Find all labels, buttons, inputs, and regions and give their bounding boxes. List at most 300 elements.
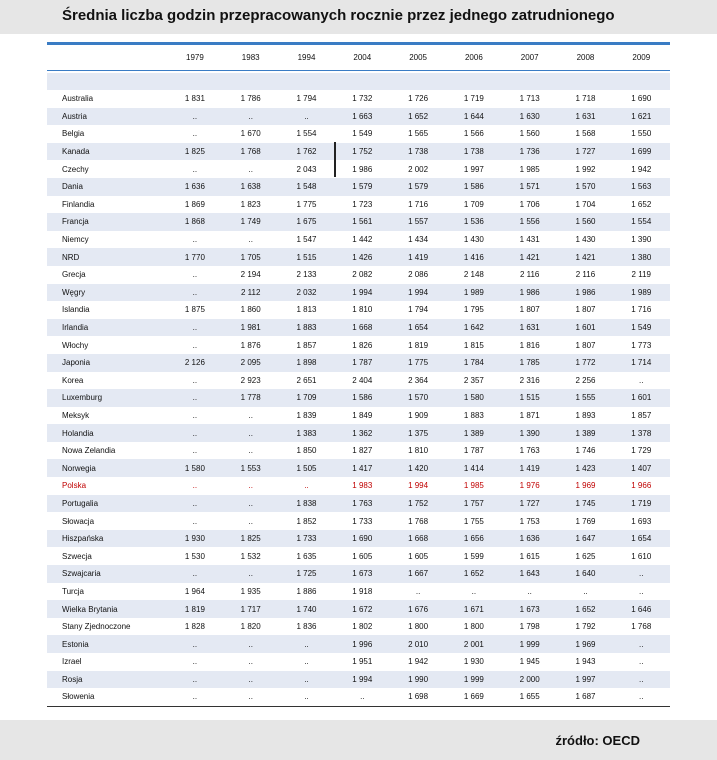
- value-cell: 1 810: [352, 305, 373, 315]
- value-cell: 1 831: [184, 94, 205, 104]
- value-cell: 1 752: [352, 147, 373, 157]
- value-cell: 1 563: [631, 182, 652, 192]
- title-bar: [0, 0, 717, 34]
- value-cell: 1 586: [463, 182, 484, 192]
- value-cell: 1 621: [631, 111, 652, 121]
- value-cell: 1 800: [408, 622, 429, 632]
- value-cell: 1 985: [519, 164, 540, 174]
- table-row: [47, 160, 670, 178]
- value-cell: 1 763: [519, 446, 540, 456]
- value-cell: 1 992: [575, 164, 596, 174]
- value-cell: 1 723: [352, 199, 373, 209]
- value-cell: 1 568: [575, 129, 596, 139]
- value-cell: 1 746: [575, 446, 596, 456]
- table-row: [47, 108, 670, 126]
- value-cell: 1 561: [352, 217, 373, 227]
- value-cell: 1 515: [296, 252, 317, 262]
- value-cell: 1 671: [463, 604, 484, 614]
- value-cell: ..: [192, 393, 198, 403]
- column-header-2006: 2006: [464, 53, 483, 62]
- column-header-2007: 2007: [520, 53, 539, 62]
- value-cell: ..: [248, 164, 253, 174]
- value-cell: 1 442: [352, 235, 373, 245]
- vertical-marker: [334, 142, 336, 177]
- country-name: Kanada: [62, 147, 90, 157]
- table-row: [47, 583, 670, 601]
- table-row: [47, 688, 670, 706]
- page-title: Średnia liczba godzin przepracowanych rocznie przez jednego zatrudnionego: [62, 7, 615, 24]
- value-cell: ..: [248, 446, 253, 456]
- value-cell: ..: [248, 481, 253, 491]
- value-cell: ..: [471, 586, 477, 596]
- value-cell: 1 752: [408, 498, 429, 508]
- value-cell: 1 986: [519, 287, 540, 297]
- country-name: Belgia: [62, 129, 85, 139]
- value-cell: ..: [415, 586, 421, 596]
- value-cell: 1 601: [631, 393, 652, 403]
- value-cell: 1 647: [575, 534, 596, 544]
- value-cell: 1 599: [463, 551, 484, 561]
- value-cell: ..: [248, 692, 253, 702]
- value-cell: ..: [192, 410, 198, 420]
- value-cell: 1 807: [519, 305, 540, 315]
- value-cell: 1 548: [296, 182, 317, 192]
- value-cell: 1 942: [631, 164, 652, 174]
- value-cell: 2 000: [519, 674, 540, 684]
- value-cell: 1 875: [184, 305, 205, 315]
- value-cell: 1 802: [352, 622, 373, 632]
- value-cell: 1 787: [352, 358, 373, 368]
- value-cell: 1 652: [631, 199, 652, 209]
- value-cell: 1 601: [575, 323, 596, 333]
- value-cell: 1 557: [408, 217, 429, 227]
- column-header-1994: 1994: [297, 53, 316, 62]
- value-cell: 1 990: [408, 674, 429, 684]
- value-cell: 1 994: [408, 481, 429, 491]
- value-cell: ..: [639, 674, 644, 684]
- value-cell: 1 763: [352, 498, 373, 508]
- value-cell: 1 426: [352, 252, 373, 262]
- value-cell: ..: [192, 692, 198, 702]
- value-cell: 1 419: [408, 252, 429, 262]
- value-cell: ..: [304, 481, 309, 491]
- value-cell: 1 942: [408, 657, 429, 667]
- value-cell: 1 930: [184, 534, 205, 544]
- value-cell: 1 981: [240, 323, 261, 333]
- country-name: Japonia: [62, 358, 91, 368]
- value-cell: 1 668: [352, 323, 373, 333]
- value-cell: 1 630: [519, 111, 540, 121]
- value-cell: 1 560: [519, 129, 540, 139]
- value-cell: 1 636: [184, 182, 205, 192]
- value-cell: 1 643: [519, 569, 540, 579]
- value-cell: 1 725: [296, 569, 317, 579]
- country-name: Włochy: [62, 340, 89, 350]
- value-cell: ..: [248, 516, 253, 526]
- value-cell: ..: [248, 674, 253, 684]
- value-cell: 1 380: [631, 252, 652, 262]
- value-cell: 1 615: [519, 551, 540, 561]
- value-cell: ..: [248, 428, 253, 438]
- country-name: NRD: [62, 252, 80, 262]
- value-cell: 2 116: [519, 270, 540, 280]
- value-cell: 1 986: [352, 164, 373, 174]
- value-cell: ..: [248, 657, 253, 667]
- value-cell: 1 727: [519, 498, 540, 508]
- value-cell: ..: [192, 657, 198, 667]
- value-cell: 1 935: [240, 586, 261, 596]
- value-cell: 1 857: [631, 410, 652, 420]
- value-cell: 1 827: [352, 446, 373, 456]
- country-name: Norwegia: [62, 463, 96, 473]
- column-header-2004: 2004: [353, 53, 372, 62]
- table-row: [47, 512, 670, 530]
- table-row: [47, 178, 670, 196]
- value-cell: 1 705: [240, 252, 261, 262]
- country-name: Holandia: [62, 428, 94, 438]
- table-row: [47, 319, 670, 337]
- value-cell: 1 976: [519, 481, 540, 491]
- value-cell: 1 823: [240, 199, 261, 209]
- value-cell: 1 640: [575, 569, 596, 579]
- table-row: [47, 618, 670, 636]
- table-row: [47, 336, 670, 354]
- value-cell: 1 654: [631, 534, 652, 544]
- value-cell: 1 515: [519, 393, 540, 403]
- table-row: [47, 354, 670, 372]
- value-cell: 1 652: [408, 111, 429, 121]
- value-cell: 2 086: [408, 270, 429, 280]
- value-cell: ..: [639, 586, 644, 596]
- value-cell: 1 757: [463, 498, 484, 508]
- value-cell: 1 631: [575, 111, 596, 121]
- value-cell: 1 636: [519, 534, 540, 544]
- value-cell: 1 813: [296, 305, 317, 315]
- value-cell: ..: [639, 692, 644, 702]
- value-cell: 1 918: [352, 586, 373, 596]
- value-cell: 1 860: [240, 305, 261, 315]
- value-cell: 1 667: [408, 569, 429, 579]
- value-cell: 2 133: [296, 270, 317, 280]
- value-cell: 1 676: [408, 604, 429, 614]
- value-cell: 1 673: [352, 569, 373, 579]
- value-cell: ..: [192, 674, 198, 684]
- value-cell: 1 644: [463, 111, 484, 121]
- value-cell: 1 642: [463, 323, 484, 333]
- value-cell: 1 698: [408, 692, 429, 702]
- value-cell: 1 994: [408, 287, 429, 297]
- value-cell: 1 999: [463, 674, 484, 684]
- value-cell: 1 699: [631, 147, 652, 157]
- value-cell: ..: [527, 586, 532, 596]
- table-row: [47, 143, 670, 161]
- value-cell: 2 002: [408, 164, 429, 174]
- value-cell: 1 886: [296, 586, 317, 596]
- value-cell: ..: [304, 657, 309, 667]
- value-cell: 1 719: [463, 94, 484, 104]
- value-cell: 1 838: [296, 498, 317, 508]
- country-name: Niemcy: [62, 235, 89, 245]
- value-cell: 1 390: [631, 235, 652, 245]
- value-cell: 1 635: [296, 551, 317, 561]
- value-cell: 1 768: [408, 516, 429, 526]
- value-cell: ..: [248, 410, 253, 420]
- table-row: [47, 372, 670, 390]
- value-cell: 1 772: [575, 358, 596, 368]
- country-name: Finlandia: [62, 199, 95, 209]
- table-row: [47, 635, 670, 653]
- value-cell: 1 733: [352, 516, 373, 526]
- value-cell: 1 770: [184, 252, 205, 262]
- country-name: Izrael: [62, 657, 82, 667]
- value-cell: 2 316: [519, 375, 540, 385]
- value-cell: 1 826: [352, 340, 373, 350]
- value-cell: 1 807: [575, 305, 596, 315]
- value-cell: 1 969: [575, 481, 596, 491]
- value-cell: 1 706: [519, 199, 540, 209]
- value-cell: 1 566: [463, 129, 484, 139]
- value-cell: 1 997: [575, 674, 596, 684]
- value-cell: 1 434: [408, 235, 429, 245]
- value-cell: ..: [304, 111, 309, 121]
- value-cell: ..: [192, 639, 198, 649]
- country-name: Wielka Brytania: [62, 604, 118, 614]
- value-cell: 1 389: [575, 428, 596, 438]
- table-row: [47, 231, 670, 249]
- country-name: Hiszpańska: [62, 534, 104, 544]
- value-cell: 1 729: [631, 446, 652, 456]
- value-cell: 1 570: [575, 182, 596, 192]
- value-cell: 1 675: [296, 217, 317, 227]
- value-cell: 1 709: [463, 199, 484, 209]
- value-cell: 2 357: [463, 375, 484, 385]
- value-cell: 1 669: [463, 692, 484, 702]
- value-cell: 2 256: [575, 375, 596, 385]
- value-cell: ..: [360, 692, 365, 702]
- value-cell: 1 586: [352, 393, 373, 403]
- value-cell: 1 532: [240, 551, 261, 561]
- value-cell: 1 930: [463, 657, 484, 667]
- value-cell: 1 605: [408, 551, 429, 561]
- value-cell: 1 943: [575, 657, 596, 667]
- value-cell: 1 815: [463, 340, 484, 350]
- country-name: Austria: [62, 111, 87, 121]
- value-cell: ..: [639, 639, 644, 649]
- value-cell: ..: [639, 657, 644, 667]
- table-row: [47, 547, 670, 565]
- value-cell: 1 652: [463, 569, 484, 579]
- value-cell: 1 850: [296, 446, 317, 456]
- value-cell: 1 663: [352, 111, 373, 121]
- value-cell: 1 530: [184, 551, 205, 561]
- value-cell: ..: [248, 639, 253, 649]
- value-cell: ..: [248, 498, 253, 508]
- country-name: Luxemburg: [62, 393, 103, 403]
- value-cell: 1 966: [631, 481, 652, 491]
- value-cell: 2 651: [296, 375, 317, 385]
- table-row: [47, 565, 670, 583]
- value-cell: 1 430: [463, 235, 484, 245]
- table-row: [47, 196, 670, 214]
- table-row: [47, 600, 670, 618]
- value-cell: 1 825: [184, 147, 205, 157]
- value-cell: 2 119: [631, 270, 651, 280]
- value-cell: 1 652: [575, 604, 596, 614]
- country-name: Francja: [62, 217, 89, 227]
- value-cell: ..: [248, 569, 253, 579]
- country-name: Słowenia: [62, 692, 95, 702]
- column-header-1983: 1983: [241, 53, 260, 62]
- table-row: [47, 284, 670, 302]
- column-header-2008: 2008: [576, 53, 595, 62]
- country-name: Islandia: [62, 305, 90, 315]
- value-cell: 1 670: [240, 129, 261, 139]
- value-cell: ..: [248, 111, 253, 121]
- value-cell: 1 687: [575, 692, 596, 702]
- value-cell: ..: [192, 340, 198, 350]
- value-cell: 1 733: [296, 534, 317, 544]
- value-cell: 1 898: [296, 358, 317, 368]
- value-cell: 2 032: [296, 287, 317, 297]
- value-cell: ..: [248, 235, 253, 245]
- value-cell: 1 378: [631, 428, 652, 438]
- value-cell: 2 082: [352, 270, 373, 280]
- value-cell: ..: [583, 586, 588, 596]
- table-row: [47, 90, 670, 108]
- value-cell: 1 738: [463, 147, 484, 157]
- value-cell: 1 792: [575, 622, 596, 632]
- value-cell: 1 871: [519, 410, 540, 420]
- value-cell: 1 983: [352, 481, 373, 491]
- value-cell: ..: [639, 375, 644, 385]
- table-row: [47, 477, 670, 495]
- value-cell: ..: [639, 569, 644, 579]
- value-cell: 2 116: [575, 270, 596, 280]
- value-cell: 1 536: [463, 217, 484, 227]
- value-cell: 1 727: [575, 147, 596, 157]
- value-cell: 2 126: [184, 358, 205, 368]
- value-cell: 1 420: [408, 463, 429, 473]
- value-cell: 1 740: [296, 604, 317, 614]
- country-name: Estonia: [62, 639, 89, 649]
- value-cell: 1 989: [631, 287, 652, 297]
- value-cell: 1 785: [519, 358, 540, 368]
- value-cell: 1 690: [352, 534, 373, 544]
- value-cell: 1 794: [296, 94, 317, 104]
- value-cell: 1 775: [296, 199, 317, 209]
- value-cell: 1 716: [408, 199, 429, 209]
- value-cell: 1 996: [352, 639, 373, 649]
- value-cell: 1 579: [408, 182, 429, 192]
- value-cell: 1 883: [463, 410, 484, 420]
- value-cell: 1 778: [240, 393, 261, 403]
- value-cell: 1 709: [296, 393, 317, 403]
- country-name: Rosja: [62, 674, 83, 684]
- value-cell: 1 769: [575, 516, 596, 526]
- value-cell: ..: [304, 692, 309, 702]
- value-cell: 1 554: [296, 129, 317, 139]
- table-row: [47, 301, 670, 319]
- value-cell: 2 112: [240, 287, 261, 297]
- value-cell: 1 549: [631, 323, 652, 333]
- value-cell: ..: [192, 375, 198, 385]
- value-cell: 1 565: [408, 129, 429, 139]
- value-cell: 1 732: [352, 94, 373, 104]
- country-name: Portugalia: [62, 498, 99, 508]
- value-cell: 1 857: [296, 340, 317, 350]
- value-cell: 1 430: [575, 235, 596, 245]
- value-cell: 1 969: [575, 639, 596, 649]
- value-cell: 1 893: [575, 410, 596, 420]
- value-cell: 1 825: [240, 534, 261, 544]
- value-cell: 1 997: [463, 164, 484, 174]
- value-cell: ..: [192, 270, 198, 280]
- value-cell: 1 383: [296, 428, 317, 438]
- country-name: Australia: [62, 94, 94, 104]
- source-label: źródło: OECD: [555, 733, 640, 748]
- value-cell: 1 749: [240, 217, 261, 227]
- value-cell: ..: [192, 287, 198, 297]
- value-cell: 1 994: [352, 287, 373, 297]
- table-row: [47, 213, 670, 231]
- column-header-2005: 2005: [409, 53, 427, 62]
- value-cell: 1 762: [296, 147, 317, 157]
- table-row: [47, 495, 670, 513]
- value-cell: 1 416: [463, 252, 484, 262]
- value-cell: 1 407: [631, 463, 652, 473]
- value-cell: 1 745: [575, 498, 596, 508]
- value-cell: 1 646: [631, 604, 652, 614]
- footer-bar: [0, 720, 717, 760]
- value-cell: 1 798: [519, 622, 540, 632]
- value-cell: 1 883: [296, 323, 317, 333]
- value-cell: 1 505: [296, 463, 317, 473]
- value-cell: 1 787: [463, 446, 484, 456]
- table-row: [47, 424, 670, 442]
- value-cell: 1 625: [575, 551, 596, 561]
- value-cell: 1 786: [240, 94, 261, 104]
- value-cell: 1 768: [631, 622, 652, 632]
- value-cell: 1 570: [408, 393, 429, 403]
- value-cell: 1 816: [519, 340, 540, 350]
- country-name: Nowa Zelandia: [62, 446, 116, 456]
- value-cell: 1 560: [575, 217, 596, 227]
- value-cell: 2 404: [352, 375, 373, 385]
- value-cell: 1 673: [519, 604, 540, 614]
- value-cell: 1 414: [463, 463, 484, 473]
- value-cell: ..: [192, 498, 198, 508]
- value-cell: 1 807: [575, 340, 596, 350]
- table-row: [47, 125, 670, 143]
- table-row: [47, 389, 670, 407]
- value-cell: 1 819: [184, 604, 205, 614]
- country-name: Turcja: [62, 586, 84, 596]
- value-cell: 1 390: [519, 428, 540, 438]
- table-bottom-rule: [47, 706, 670, 707]
- value-cell: 1 555: [575, 393, 596, 403]
- value-cell: 1 605: [352, 551, 373, 561]
- table-row: [47, 459, 670, 477]
- hours-table: [47, 42, 670, 707]
- value-cell: 1 549: [352, 129, 373, 139]
- value-cell: 1 656: [463, 534, 484, 544]
- value-cell: ..: [304, 674, 309, 684]
- table-row: [47, 530, 670, 548]
- table-row: [47, 671, 670, 689]
- value-cell: 1 716: [631, 305, 652, 315]
- country-name: Czechy: [62, 164, 89, 174]
- country-name: Węgry: [62, 287, 86, 297]
